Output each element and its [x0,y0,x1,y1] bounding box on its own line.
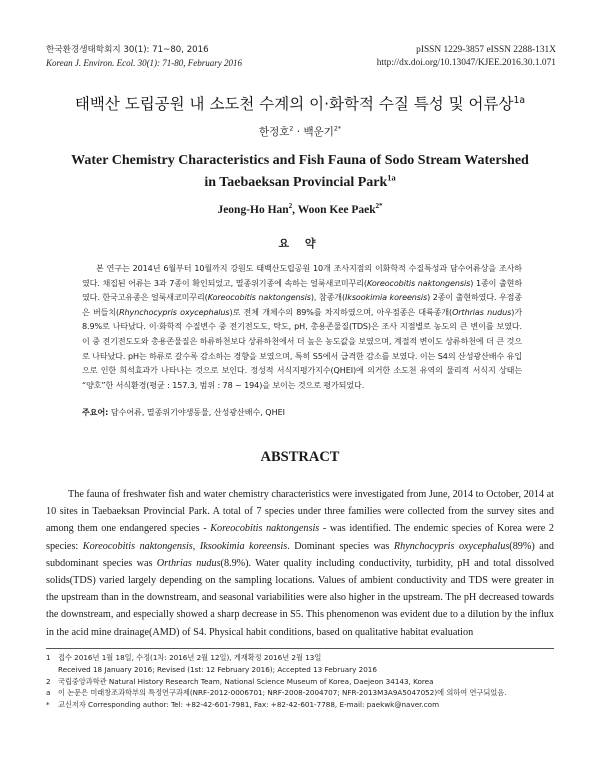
species-name: Koreocobitis naktongensis [207,293,311,303]
summary-heading-ko: 요 약 [278,237,322,250]
species-name: Orthrias nudus [452,307,512,317]
doi-link[interactable]: http://dx.doi.org/10.13047/KJEE.2016.30.1.071 [376,58,556,68]
species-name: Rhynchocypris oxycephalus [119,307,230,317]
author-separator-en: , [292,204,298,216]
title-english [0,150,600,194]
footnote-text: 교신저자 Corresponding author: Tel: +82-42-601-7981, Fax: +82-42-601-7788, E-mail: paekwk@naver.com [58,700,440,710]
journal-name-en: Korean J. Environ. Ecol. 30(1): 71-80, February 2016 [46,58,243,68]
author-1-en-sup: 2 [288,203,293,211]
summary-ko-text-3: ), 참종개( [310,293,345,303]
abstract-text-5: (89%) and subdominant species was [46,540,554,569]
species-name: Rhynchocypris oxycephalus [393,540,510,552]
footnotes [46,652,554,711]
keywords-text: 담수어류, 멸종위기야생동물, 산성광산배수, QHEI [108,408,286,417]
author-1-en: Jeong-Ho Han [217,204,289,216]
footnote-mark: a [46,688,51,698]
species-name: Koreocobitis naktongensis [366,278,471,288]
abstract-text-6: (8.9%). Water quality including conductivity, turbidity, pH and total dissolved solids(TDS) varied largely depending on the sampling locations. Values of ambient conductivity and TDS were greater in the upstream than in the downstream, and seasonal variabilities were also higher in the upstream. The pH decreased towards the downstream, and especially showed a sharp decrease in S5. This phenomenon was evident due to a dilution by the influx in the acid mine drainage(AMD) of S4. Physical habit conditions, based on qualitative habitat evaluation [46,557,554,638]
footnote-divider [46,648,554,649]
footnote-item [46,699,554,711]
footnote-mark [46,664,58,676]
abstract-text-4: . Dominant species was [287,540,394,552]
species-name: Iksookimia koreensis [199,540,288,552]
author-separator-ko: · [293,126,304,138]
summary-ko-text-1: 본 연구는 2014년 6월부터 10월까지 강원도 태백산도립공원 10개 조사지점의 이화학적 수질특성과 담수어류상을 조사하였다. 채집된 어류는 3과 7종이 확인되었고, 멸종위기종에 속하는 얼룩새코미꾸리( [82,264,522,288]
abstract-text-2: - was identified. The endemic species of Korea were 2 species: [46,523,554,552]
summary-ko-text-4: ) 2종이 출현하였다. 우점종은 버들치( [82,293,523,317]
abstract-paragraph [46,486,554,641]
abstract-text-1: The fauna of freshwater fish and water chemistry characteristics were investigated from June, 2014 to October, 2014 at 10 sites in Taebaeksan Provincial Park. A total of 7 species under three families were collected from the survey sites and among them one endangered species - [46,489,554,535]
title-english-line-1: Water Chemistry Characteristics and Fish Fauna of Sodo Stream Watershed [71,153,529,168]
abstract-en [46,486,554,641]
abstract-text-3: , [192,540,200,552]
summary-ko-text-5: )로 전체 개체수의 89%를 차지하였으며, 아우점종은 대륙종개( [229,307,453,317]
author-1-ko: 한정호 [258,126,290,138]
journal-header-left [46,44,242,70]
footnote-item [46,652,554,664]
footnote-text: 접수 2016년 1월 18일, 수정(1차: 2016년 2월 12일), 게재확정 2016년 2월 13일 [58,653,322,662]
title-korean-text: 태백산 도립공원 내 소도천 수계의 이·화학적 수질 특성 및 어류상 [74,95,514,113]
authors-english [0,204,600,216]
summary-ko-text-2: ) 1종이 출현하였다. 한국고유종은 얼룩새코미꾸리( [82,278,523,303]
footnote-text: 국립중앙과학관 Natural History Research Team, National Science Museum of Korea, Daejeon 34143, Korea [58,676,434,686]
issn: pISSN 1229-3857 eISSN 2288-131X [416,45,556,55]
footnote-item [46,664,554,676]
summary-ko [82,262,522,393]
footnote-text: 이 논문은 미래창조과학부의 특정연구과제(NRF-2012-0006701; NRF-2008-2004707; NFR-2013M3A9A5047052)에 의하여 연구되었음. [58,688,507,698]
keywords-ko [82,407,522,418]
species-name: Koreocobitis naktongensis [82,540,193,552]
journal-name-ko: 한국환경생태학회지 30(1): 71~80, 2016 [46,45,209,55]
footnote-mark: * [46,700,50,710]
footnote-item [46,687,554,699]
title-korean [0,92,600,114]
author-1-ko-sup: 2 [289,125,294,133]
species-name: Iksookimia koreensis [344,293,428,303]
species-name: Orthrias nudus [156,557,221,569]
keywords-label: 주요어: [82,408,109,417]
footnote-text: Received 18 January 2016; Revised (1st: 12 February 2016); Accepted 13 February 2016 [58,664,377,674]
abstract-heading: ABSTRACT [260,449,340,465]
title-korean-sup: 1a [513,94,526,106]
author-2-en-sup: 2* [375,203,383,211]
author-2-ko-sup: 2* [333,125,342,133]
footnote-item [46,676,554,688]
summary-ko-paragraph [82,262,522,393]
summary-ko-text-6: )가 8.9%로 나타났다. 이·화학적 수질변수 중 전기전도도, 탁도, pH, 총용존물질(TDS)은 조사 지점별로 농도의 큰 변이를 보였다. 이 중 전기전도도와 총용존물질은 하류하천보다 상류하천에서 더 높은 농도값을 보였으며, 계절적 변이도 상류하천에 더 큰 것으로 나타났다. pH는 하류로 갈수록 감소하는 경향을 보였으며, 특히 S5에서 급격한 감소를 보였다. 이는 S4의 산성광산배수 유입으로 인한 희석효과가 나타나는 것으로 보인다. 정성적 서식지평가지수(QHEI)에 의거한 소도천 유역의 물리적 서식지 상태는 “양호”한 서식환경(평균 : 157.3, 범위 : 78 ~ 194)을 보이는 것으로 평가되었다. [82,307,522,390]
author-2-en: Woon Kee Paek [297,204,376,216]
title-english-line-2: in Taebaeksan Provincial Park [204,175,388,190]
author-2-ko: 백운기 [303,126,334,138]
species-name: Koreocobitis naktongensis [210,523,320,535]
title-english-line-2-wrap [0,172,600,194]
journal-header-right [377,44,556,70]
title-english-sup: 1a [387,173,396,183]
authors-korean [0,124,600,139]
footnote-mark: 2 [46,676,51,686]
footnote-mark: 1 [46,653,51,662]
